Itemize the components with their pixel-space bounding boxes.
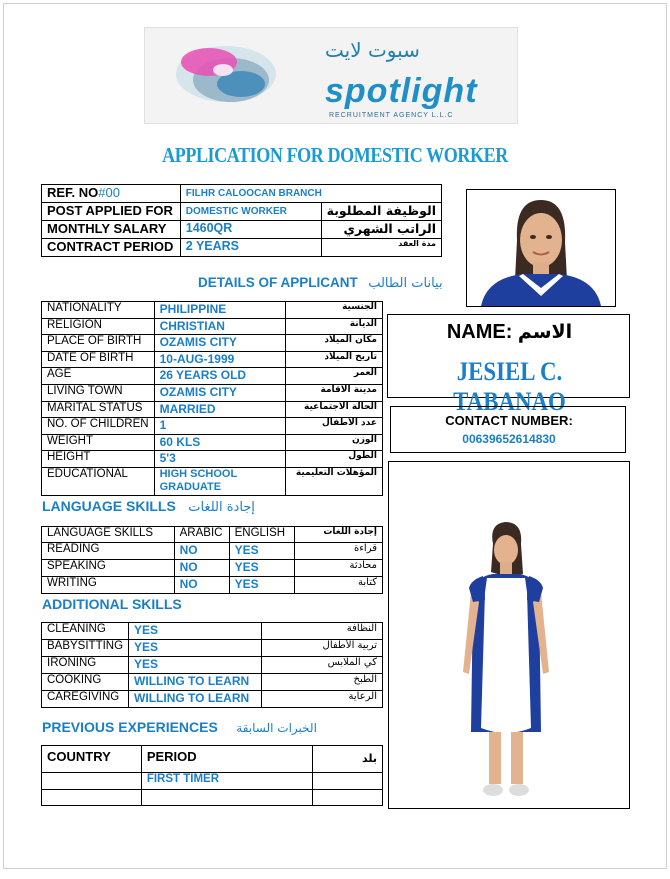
exp-col-period: PERIOD xyxy=(141,746,312,773)
details-row xyxy=(42,418,383,435)
contract-value: 2 YEARS xyxy=(180,239,321,257)
post-value: DOMESTIC WORKER xyxy=(180,203,321,221)
skill-value: YES xyxy=(129,657,262,674)
details-value: 1 xyxy=(154,418,285,435)
skill-row xyxy=(42,691,383,708)
ref-value: #00 xyxy=(98,185,120,200)
language-english-value: YES xyxy=(229,560,294,577)
additional-table xyxy=(41,622,383,708)
details-value: PHILIPPINE xyxy=(154,302,285,319)
language-label: READING xyxy=(42,543,175,560)
language-english-value: YES xyxy=(229,577,294,594)
skill-value: WILLING TO LEARN xyxy=(129,674,262,691)
details-label: NO. OF CHILDREN xyxy=(42,418,155,435)
details-ar: العمر xyxy=(285,368,382,385)
details-row xyxy=(42,318,383,335)
details-ar: الديانة xyxy=(285,318,382,335)
details-value: MARRIED xyxy=(154,401,285,418)
experience-title-ar: الخبرات السابقة xyxy=(236,721,317,735)
page-title: APPLICATION FOR DOMESTIC WORKER xyxy=(162,143,508,167)
details-row xyxy=(42,302,383,319)
language-arabic-value: NO xyxy=(174,543,229,560)
skill-label: COOKING xyxy=(42,674,129,691)
skill-ar: كي الملابس xyxy=(261,657,382,674)
logo-wordmark: spotlight xyxy=(325,72,478,110)
details-label: NATIONALITY xyxy=(42,302,155,319)
details-row xyxy=(42,401,383,418)
logo-tagline: RECRUITMENT AGENCY L.L.C xyxy=(329,112,454,119)
logo-graphic xyxy=(171,40,281,108)
details-ar: عدد الأطفال xyxy=(285,418,382,435)
details-label: RELIGION xyxy=(42,318,155,335)
post-ar: الوظيفة المطلوبة xyxy=(321,203,441,221)
name-box xyxy=(387,314,630,416)
language-heading xyxy=(42,498,255,516)
details-value: OZAMIS CITY xyxy=(154,335,285,352)
details-heading xyxy=(198,274,443,292)
language-ar: كتابة xyxy=(294,577,382,594)
skill-ar: الرعاية xyxy=(261,691,382,708)
skill-label: BABYSITTING xyxy=(42,640,129,657)
skill-ar: تربية الأطفال xyxy=(261,640,382,657)
salary-ar: الراتب الشهري xyxy=(321,221,441,239)
skill-label: IRONING xyxy=(42,657,129,674)
contact-label: CONTACT NUMBER: xyxy=(445,413,573,428)
skill-row xyxy=(42,657,383,674)
lang-col-ar: إجادة اللغات xyxy=(294,527,382,543)
language-title: LANGUAGE SKILLS xyxy=(42,498,176,514)
exp-col-ar: بلد xyxy=(313,746,383,773)
full-body-photo xyxy=(388,461,630,809)
lang-col-english: ENGLISH xyxy=(229,527,294,543)
name-label: NAME: xyxy=(446,321,513,343)
skill-row xyxy=(42,674,383,691)
details-ar: الحالة الاجتماعية xyxy=(285,401,382,418)
logo-arabic-name: سبوت لايت xyxy=(325,38,420,62)
details-value: 60 KLS xyxy=(154,434,285,451)
details-value: 26 YEARS OLD xyxy=(154,368,285,385)
details-row xyxy=(42,384,383,401)
skill-value: YES xyxy=(129,623,262,640)
language-row xyxy=(42,543,383,560)
contract-label: CONTRACT PERIOD xyxy=(42,239,181,257)
skill-row xyxy=(42,623,383,640)
details-row xyxy=(42,467,383,495)
skill-ar: النظافة xyxy=(261,623,382,640)
details-label: HEIGHT xyxy=(42,451,155,468)
ref-label: REF. NO xyxy=(47,185,99,200)
language-label: WRITING xyxy=(42,577,175,594)
details-table xyxy=(41,301,383,496)
branch-cell: FILHR CALOOCAN BRANCH xyxy=(180,185,441,203)
details-ar: الوزن xyxy=(285,434,382,451)
details-ar: الجنسية xyxy=(285,302,382,319)
salary-value: 1460QR xyxy=(180,221,321,239)
experience-title: PREVIOUS EXPERIENCES xyxy=(42,719,218,735)
skill-value: YES xyxy=(129,640,262,657)
portrait-photo xyxy=(466,189,616,307)
name-label-row xyxy=(388,321,631,344)
details-label: WEIGHT xyxy=(42,434,155,451)
skill-row xyxy=(42,640,383,657)
post-label: POST APPLIED FOR xyxy=(42,203,181,221)
language-row xyxy=(42,577,383,594)
additional-title: ADDITIONAL SKILLS xyxy=(42,596,182,612)
details-row xyxy=(42,351,383,368)
education-value-line2: GRADUATE xyxy=(159,480,222,493)
language-row xyxy=(42,560,383,577)
details-ar: مدينة الاقامة xyxy=(285,384,382,401)
details-ar: الطول xyxy=(285,451,382,468)
language-arabic-value: NO xyxy=(174,560,229,577)
exp-ar-cell xyxy=(313,773,383,790)
details-label: LIVING TOWN xyxy=(42,384,155,401)
exp-country-cell xyxy=(42,790,142,806)
language-arabic-value: NO xyxy=(174,577,229,594)
language-label: SPEAKING xyxy=(42,560,175,577)
education-label: EDUCATIONAL xyxy=(42,467,155,495)
details-row xyxy=(42,368,383,385)
contract-ar: مدة العقد xyxy=(321,239,441,257)
skill-label: CAREGIVING xyxy=(42,691,129,708)
lang-col-arabic: ARABIC xyxy=(174,527,229,543)
details-label: MARITAL STATUS xyxy=(42,401,155,418)
education-value xyxy=(154,467,285,495)
experience-heading xyxy=(42,719,317,737)
details-value: CHRISTIAN xyxy=(154,318,285,335)
details-ar: تاريخ الميلاد xyxy=(285,351,382,368)
details-label: DATE OF BIRTH xyxy=(42,351,155,368)
details-value: 10-AUG-1999 xyxy=(154,351,285,368)
details-row xyxy=(42,335,383,352)
ref-cell xyxy=(42,185,181,203)
portrait-image xyxy=(467,190,615,306)
contact-box xyxy=(390,406,626,453)
details-value: 5'3 xyxy=(154,451,285,468)
details-row xyxy=(42,451,383,468)
skill-label: CLEANING xyxy=(42,623,129,640)
details-title-ar: بيانات الطالب xyxy=(368,276,443,291)
details-value: OZAMIS CITY xyxy=(154,384,285,401)
language-ar: محادثة xyxy=(294,560,382,577)
language-title-ar: إجادة اللغات xyxy=(188,500,255,515)
exp-period-cell: FIRST TIMER xyxy=(141,773,312,790)
name-label-ar: الاسم xyxy=(517,321,573,343)
education-ar: المؤهلات التعليمية xyxy=(285,467,382,495)
header-table xyxy=(41,184,442,257)
skill-ar: الطبخ xyxy=(261,674,382,691)
applicant-name: JESIEL C. TABANAO xyxy=(453,357,566,416)
full-body-image xyxy=(389,462,629,808)
details-label: PLACE OF BIRTH xyxy=(42,335,155,352)
details-row xyxy=(42,434,383,451)
details-title: DETAILS OF APPLICANT xyxy=(198,275,358,290)
education-value-line1: HIGH SCHOOL xyxy=(159,467,238,480)
exp-ar-cell xyxy=(313,790,383,806)
contact-number: 00639652614830 xyxy=(462,432,556,446)
details-ar: مكان الميلاد xyxy=(285,335,382,352)
exp-country-cell xyxy=(42,773,142,790)
experience-table xyxy=(41,745,383,806)
agency-logo xyxy=(144,27,518,124)
skill-value: WILLING TO LEARN xyxy=(129,691,262,708)
exp-col-country: COUNTRY xyxy=(42,746,142,773)
language-ar: قراءة xyxy=(294,543,382,560)
language-table xyxy=(41,526,383,594)
exp-period-cell xyxy=(141,790,312,806)
lang-col-skill: LANGUAGE SKILLS xyxy=(42,527,175,543)
language-english-value: YES xyxy=(229,543,294,560)
details-label: AGE xyxy=(42,368,155,385)
salary-label: MONTHLY SALARY xyxy=(42,221,181,239)
